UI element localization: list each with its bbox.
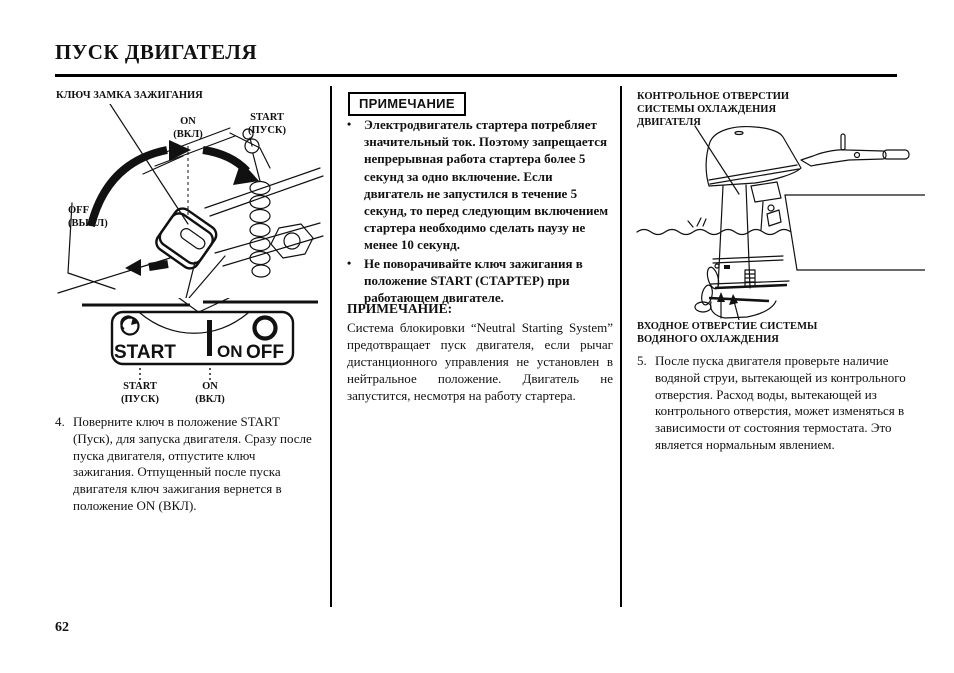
rotate-arrow-start-icon [203, 150, 259, 185]
water-inlet-label: ВХОДНОЕ ОТВЕРСТИЕ СИСТЕМЫ ВОДЯНОГО ОХЛАЖДЕНИЯ [637, 321, 818, 345]
step-4-number: 4. [55, 414, 65, 429]
panel-label-on: ON (ВКЛ) [195, 381, 225, 405]
step-4 [55, 414, 319, 515]
note-bullet-list [347, 116, 611, 307]
boat-transom [785, 195, 925, 270]
step-5-number: 5. [637, 353, 647, 368]
note-bullet-2: • Не поворачивайте ключ зажигания в положение START (СТАРТЕР) при работающем двигателе. [347, 255, 583, 306]
label-position-off: OFF (ВЫКЛ) [68, 205, 108, 229]
panel-start-text: START [114, 342, 176, 363]
propeller [700, 266, 721, 306]
gearcase [711, 301, 776, 318]
bullet-icon: • [347, 117, 352, 131]
tiller-handle [801, 134, 909, 166]
anti-cavitation-plate [715, 285, 787, 288]
panel-label-start: START (ПУСК) [120, 381, 160, 405]
key-figure-caption: КЛЮЧ ЗАМКА ЗАЖИГАНИЯ [56, 90, 203, 101]
label-position-on: ON (ВКЛ) [173, 116, 203, 140]
outboard-motor-figure [635, 118, 925, 320]
return-arrow-icon [125, 259, 168, 276]
panel-off-text: OFF [246, 342, 284, 363]
drive-leg [718, 186, 723, 288]
note-box-label: ПРИМЕЧАНИЕ [348, 92, 466, 116]
page-title: ПУСК ДВИГАТЕЛЯ [55, 40, 258, 64]
note-heading: ПРИМЕЧАНИЕ: [347, 301, 453, 316]
column-divider-right [620, 86, 622, 607]
control-hole-leader [695, 126, 739, 194]
bullet-icon: • [347, 255, 352, 270]
panel-on-text: ON [217, 342, 243, 361]
inlet-arrow-icons [717, 292, 739, 320]
note-box [348, 92, 466, 116]
step-5 [637, 353, 920, 454]
step-5-text: После пуска двигателя проверьте наличие водяной струи, вытекающей из контрольного отверстия. Расход воды, вытекающей из контрольного отверстия, может изменяться в зависимости от состояния термостата. Это является нормальным явлением. [655, 353, 906, 452]
note-paragraph: Система блокировки “Neutral Starting System” предотвращает пуск двигателя, если рычаг дистанционного управления не установлен в нейтральное положение. Двигатель не запустится, несмотря на работу стартера. [347, 320, 613, 403]
mounting-bracket [751, 182, 781, 230]
label-position-start: START (ПУСК) [247, 112, 287, 136]
page-number: 62 [55, 620, 69, 635]
column-divider-left [330, 86, 332, 607]
engine-cowling [706, 127, 801, 186]
on-bar-symbol [207, 320, 212, 356]
note-bullet-1: • Электродвигатель стартера потребляет значительный ток. Поэтому запрещается непрерывная работа стартера более 5 секунд за одно включение. Если двигатель не запустился в течение 5 секунд, то перед следующим включением стартера необходимо сделать паузу не менее 10 секунд. [347, 117, 609, 253]
coiled-cord [250, 154, 270, 277]
step-4-text: Поверните ключ в положение START (Пуск), для запуска двигателя. Сразу после пуска двигателя, отпустите ключ зажигания. Отпущенный после пуска двигателя ключ зажигания вернется в положение ON (ВКЛ). [73, 414, 312, 513]
control-hole-label: КОНТРОЛЬНОЕ ОТВЕРСТИИ СИСТЕМЫ ОХЛАЖДЕНИЯ ДВИГАТЕЛЯ [637, 91, 790, 128]
key-turn-icon [121, 316, 139, 334]
off-circle-symbol [255, 318, 276, 339]
title-rule [55, 74, 897, 77]
